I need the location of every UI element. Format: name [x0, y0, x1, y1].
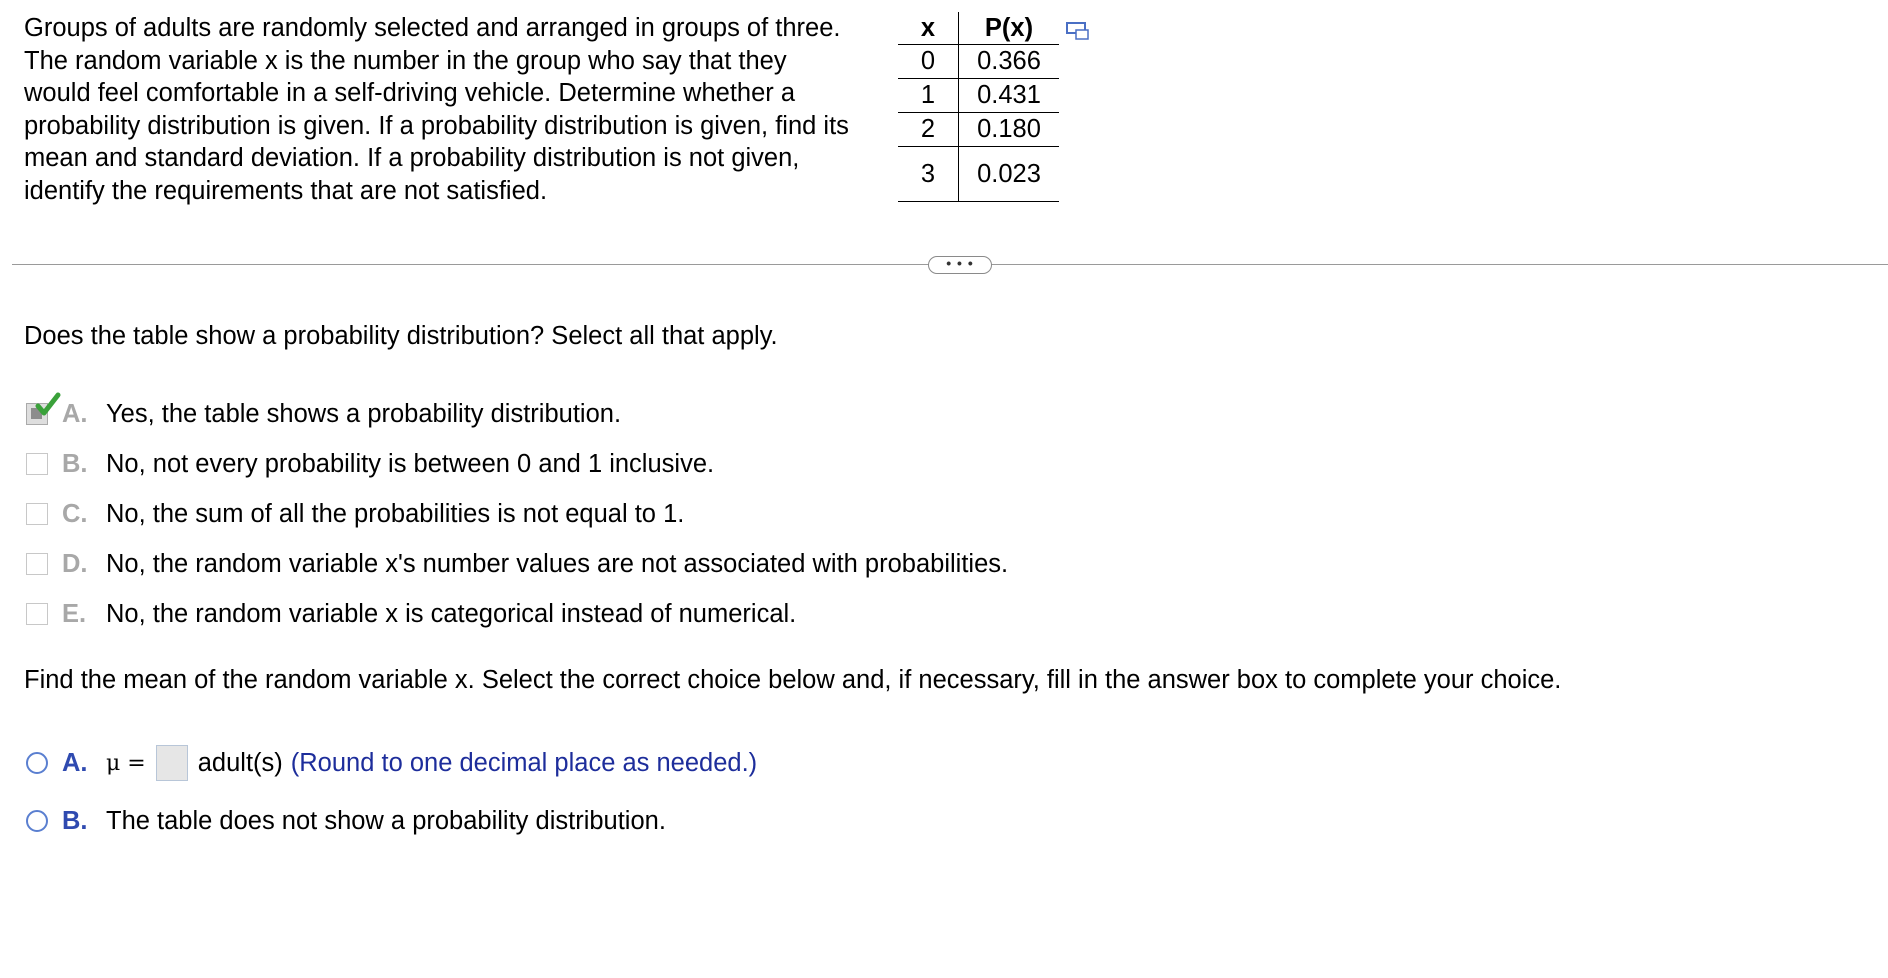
problem-line: probability distribution is given. If a probability distribution is given, find its	[24, 111, 849, 140]
table-row	[898, 79, 1059, 113]
choice-text: No, the sum of all the probabilities is not equal to 1.	[106, 499, 685, 528]
checkbox-a[interactable]	[26, 403, 48, 425]
cell-x: 2	[898, 113, 959, 147]
problem-line: would feel comfortable in a self-driving vehicle. Determine whether a	[24, 79, 796, 107]
problem-statement	[24, 12, 884, 207]
choice-letter: B.	[62, 449, 88, 478]
problem-line: mean and standard deviation. If a probability distribution is not given,	[24, 144, 800, 172]
choice-letter: D.	[62, 549, 88, 578]
header-px: P(x)	[959, 12, 1060, 45]
choice-text: No, not every probability is between 0 and 1 inclusive.	[106, 449, 715, 478]
question-1-prompt: Does the table show a probability distribution? Select all that apply.	[24, 322, 778, 350]
cell-px: 0.023	[959, 147, 1060, 202]
problem-line: identify the requirements that are not satisfied.	[24, 176, 548, 205]
choice-letter: B.	[62, 806, 88, 835]
copy-table-icon[interactable]	[1066, 21, 1090, 41]
checkbox-e[interactable]	[26, 603, 48, 625]
choice-letter: E.	[62, 599, 87, 628]
problem-line: The random variable x is the number in the group who say that they	[24, 46, 787, 75]
header-x: x	[898, 12, 959, 45]
table-row	[898, 45, 1059, 79]
choice-d-option[interactable]	[26, 548, 1008, 580]
unit-label: adult(s)	[197, 748, 283, 777]
choice-text: Yes, the table shows a probability distribution.	[106, 399, 622, 428]
checkbox-c[interactable]	[26, 503, 48, 525]
cell-x: 1	[898, 79, 959, 113]
table-header-row	[898, 12, 1059, 45]
choice-b-option[interactable]	[26, 448, 714, 480]
choice-a-option[interactable]	[26, 398, 621, 430]
mean-choice-b[interactable]	[26, 805, 666, 837]
cell-px: 0.180	[959, 113, 1060, 147]
mean-answer-input[interactable]	[156, 745, 188, 781]
rounding-hint: (Round to one decimal place as needed.)	[290, 748, 758, 777]
more-options-button[interactable]: • • •	[928, 256, 992, 274]
choice-letter: C.	[62, 499, 88, 528]
choice-text: No, the random variable x is categorical instead of numerical.	[106, 599, 797, 628]
choice-text: The table does not show a probability distribution.	[106, 806, 666, 835]
cell-x: 3	[898, 147, 959, 202]
choice-e-option[interactable]	[26, 598, 796, 630]
choice-letter: A.	[62, 748, 88, 777]
checkbox-b[interactable]	[26, 453, 48, 475]
radio-a[interactable]	[26, 752, 48, 774]
question-2-prompt: Find the mean of the random variable x. Select the correct choice below and, if necessary, fill in the answer box to complete your choice.	[24, 666, 1562, 694]
choice-letter: A.	[62, 399, 88, 428]
problem-line: Groups of adults are randomly selected and arranged in groups of three.	[24, 14, 841, 42]
table-row	[898, 113, 1059, 147]
choice-c-option[interactable]	[26, 498, 684, 530]
cell-x: 0	[898, 45, 959, 79]
probability-table	[898, 12, 1059, 202]
cell-px: 0.366	[959, 45, 1060, 79]
check-mark-icon	[35, 392, 61, 418]
choice-text: No, the random variable x's number values are not associated with probabilities.	[106, 549, 1009, 578]
cell-px: 0.431	[959, 79, 1060, 113]
mean-choice-a[interactable]	[26, 747, 757, 779]
radio-b[interactable]	[26, 810, 48, 832]
table-row	[898, 147, 1059, 202]
checkbox-d[interactable]	[26, 553, 48, 575]
mu-symbol: μ =	[106, 750, 146, 776]
